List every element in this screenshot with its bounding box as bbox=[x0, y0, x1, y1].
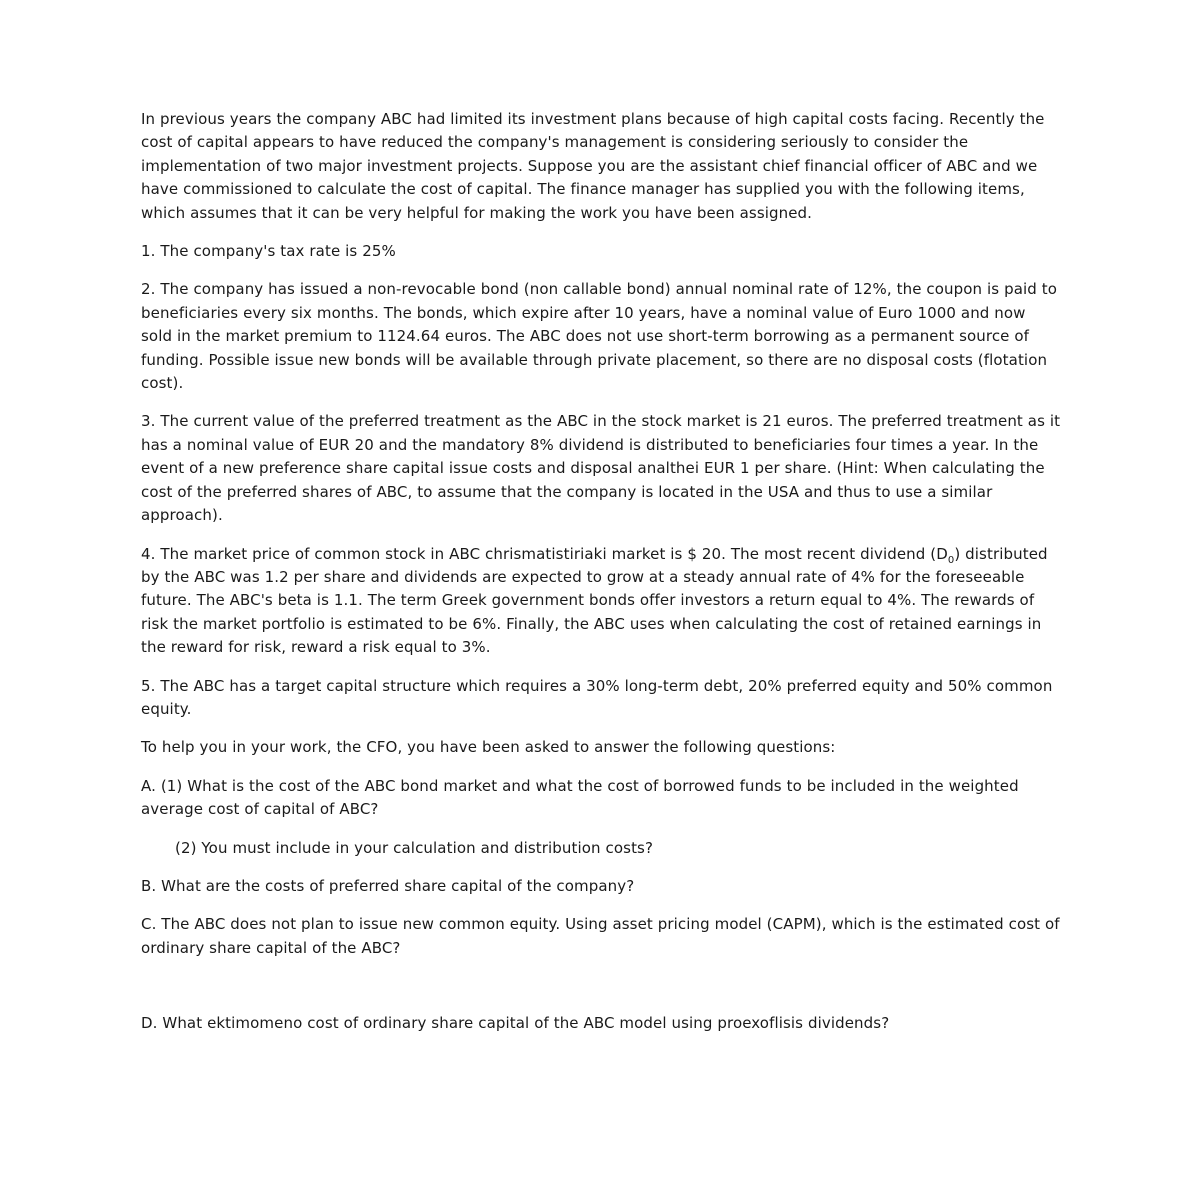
item-4-subscript: 0 bbox=[947, 554, 955, 566]
item-5-capital-structure: 5. The ABC has a target capital structure which requires a 30% long-term debt, 20% preferred equity and 50% common equity. bbox=[141, 676, 1053, 718]
item-1-tax-rate: 1. The company's tax rate is 25% bbox=[141, 242, 396, 261]
question-b: B. What are the costs of preferred share capital of the company? bbox=[141, 876, 635, 895]
item-4-text-a: 4. The market price of common stock in ABC chrismatistiriaki market is $ 20. The most recent dividend (D bbox=[141, 544, 948, 563]
item-4-common-stock bbox=[141, 543, 1061, 660]
help-paragraph: To help you in your work, the CFO, you have been asked to answer the following questions: bbox=[141, 738, 836, 757]
document-page bbox=[141, 108, 1061, 1051]
item-3-preferred: 3. The current value of the preferred treatment as the ABC in the stock market is 21 euros. The preferred treatment as it has a nominal value of EUR 20 and the mandatory 8% dividend is distributed to beneficiaries four times a year. In the event of a new preference share capital issue costs and disposal analthei EUR 1 per share. (Hint: When calculating the cost of the preferred shares of ABC, to assume that the company is located in the USA and thus to use a similar approach). bbox=[141, 412, 1061, 525]
question-a2: (2) You must include in your calculation and distribution costs? bbox=[175, 838, 654, 857]
item-4-text-b: ) distributed by the ABC was 1.2 per share and dividends are expected to grow at a steady annual rate of 4% for the foreseeable future. The ABC's beta is 1.1. The term Greek government bonds offer investors a return equal to 4%. The rewards of risk the market portfolio is estimated to be 6%. Finally, the ABC uses when calculating the cost of retained earnings in the reward for risk, reward a risk equal to 3%. bbox=[141, 544, 1048, 657]
item-2-bond: 2. The company has issued a non-revocable bond (non callable bond) annual nominal rate of 12%, the coupon is paid to beneficiaries every six months. The bonds, which expire after 10 years, have a nominal value of Euro 1000 and now sold in the market premium to 1124.64 euros. The ABC does not use short-term borrowing as a permanent source of funding. Possible issue new bonds will be available through private placement, so there are no disposal costs (flotation cost). bbox=[141, 280, 1058, 393]
question-a1: A. (1) What is the cost of the ABC bond market and what the cost of borrowed funds to be included in the weighted average cost of capital of ABC? bbox=[141, 776, 1019, 819]
intro-paragraph: In previous years the company ABC had limited its investment plans because of high capital costs facing. Recently the cost of capital appears to have reduced the company's management is considering seriously to consider the implementation of two major investment projects. Suppose you are the assistant chief financial officer of ABC and we have commissioned to calculate the cost of capital. The finance manager has supplied you with the following items, which assumes that it can be very helpful for making the work you have been assigned. bbox=[141, 110, 1045, 222]
question-d: D. What ektimomeno cost of ordinary share capital of the ABC model using proexoflisis dividends? bbox=[141, 1014, 890, 1033]
question-c: C. The ABC does not plan to issue new common equity. Using asset pricing model (CAPM), which is the estimated cost of ordinary share capital of the ABC? bbox=[141, 915, 1060, 957]
